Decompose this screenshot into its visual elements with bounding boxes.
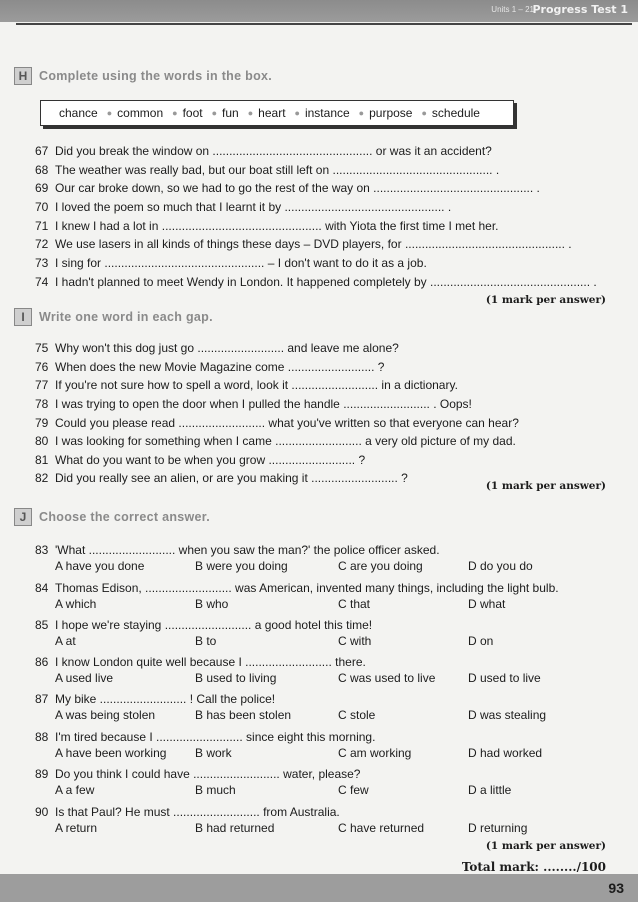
option-c: C few xyxy=(338,783,369,797)
option-d: D returning xyxy=(468,821,528,835)
question-80: 80 I was looking for something when I came .......................... a very old picture of my dad. xyxy=(35,434,516,448)
question-85: 85 I hope we're staying .......................... a good hotel this time! xyxy=(35,618,373,632)
option-a: A at xyxy=(55,634,76,648)
option-a: A have been working xyxy=(55,746,167,760)
option-b: B to xyxy=(195,634,217,648)
word-item: chance xyxy=(59,106,98,120)
option-b: B work xyxy=(195,746,232,760)
question-67: 67 Did you break the window on ................................................ or was it an accident? xyxy=(35,144,492,158)
option-b: B who xyxy=(195,597,229,611)
word-item: heart xyxy=(258,106,286,120)
mark-note: (1 mark per answer) xyxy=(485,480,606,492)
bullet-icon: ● xyxy=(247,108,254,118)
option-b: B had returned xyxy=(195,821,275,835)
option-b: B has been stolen xyxy=(195,708,292,722)
option-d: D had worked xyxy=(468,746,543,760)
option-b: B much xyxy=(195,783,236,797)
page-number: 93 xyxy=(608,880,624,896)
option-d: D a little xyxy=(468,783,512,797)
question-70: 70 I loved the poem so much that I learnt it by ................................................ . xyxy=(35,200,452,214)
total-mark: Total mark: ......../100 xyxy=(461,860,606,874)
section-instruction: Write one word in each gap. xyxy=(39,310,213,324)
option-a: A a few xyxy=(55,783,95,797)
units-label: Units 1 – 21 xyxy=(491,5,534,14)
section-h-heading xyxy=(14,67,272,85)
word-box xyxy=(40,100,514,126)
bullet-icon: ● xyxy=(294,108,300,118)
bullet-icon: ● xyxy=(358,108,365,118)
question-79: 79 Could you please read .......................... what you've written so that everyone can hear? xyxy=(35,416,519,430)
section-letter: H xyxy=(14,67,32,85)
bullet-icon: ● xyxy=(172,108,178,118)
test-title: Progress Test 1 xyxy=(532,3,628,16)
option-c: C stole xyxy=(338,708,376,722)
header-bar xyxy=(0,0,638,22)
word-item: fun xyxy=(222,106,239,120)
word-item: schedule xyxy=(431,106,480,120)
section-instruction: Complete using the words in the box. xyxy=(39,69,273,83)
option-b: B used to living xyxy=(195,671,277,685)
option-d: D on xyxy=(468,634,494,648)
option-b: B were you doing xyxy=(195,559,288,573)
question-74: 74 I hadn't planned to meet Wendy in London. It happened completely by ................................................ . xyxy=(35,275,597,289)
mark-note: (1 mark per answer) xyxy=(485,840,606,852)
word-item: purpose xyxy=(369,106,413,120)
question-82: 82 Did you really see an alien, or are you making it .......................... ? xyxy=(35,471,408,485)
option-a: A used live xyxy=(55,671,114,685)
option-d: D what xyxy=(468,597,506,611)
section-j-heading xyxy=(14,508,210,526)
question-81: 81 What do you want to be when you grow .......................... ? xyxy=(35,453,366,467)
question-73: 73 I sing for ................................................ – I don't want to do it as a job. xyxy=(35,256,427,270)
question-77: 77 If you're not sure how to spell a word, look it .......................... in a dictionary. xyxy=(35,378,458,392)
section-letter: J xyxy=(14,508,32,526)
question-68: 68 The weather was really bad, but our boat still left on ................................................ . xyxy=(35,163,500,177)
option-c: C that xyxy=(338,597,371,611)
bullet-icon: ● xyxy=(421,108,427,118)
section-instruction: Choose the correct answer. xyxy=(39,510,211,524)
question-71: 71 I knew I had a lot in ................................................ with Yiota the first time I met her. xyxy=(35,219,499,233)
section-i-heading xyxy=(14,308,213,326)
option-c: C was used to live xyxy=(338,671,436,685)
option-d: D used to live xyxy=(468,671,541,685)
word-item: common xyxy=(117,106,164,120)
question-75: 75 Why won't this dog just go .......................... and leave me alone? xyxy=(35,341,399,355)
question-90: 90 Is that Paul? He must .......................... from Australia. xyxy=(35,805,340,819)
option-c: C with xyxy=(338,634,372,648)
question-89: 89 Do you think I could have .......................... water, please? xyxy=(35,767,361,781)
footer-bar xyxy=(0,874,638,902)
option-d: D was stealing xyxy=(468,708,547,722)
bullet-icon: ● xyxy=(106,108,113,118)
option-c: C am working xyxy=(338,746,412,760)
question-69: 69 Our car broke down, so we had to go the rest of the way on ................................................ . xyxy=(35,181,540,195)
header-rule xyxy=(16,23,632,25)
question-76: 76 When does the new Movie Magazine come .......................... ? xyxy=(35,360,385,374)
bullet-icon: ● xyxy=(211,108,218,118)
question-84: 84 Thomas Edison, .......................... was American, invented many things, including the light bulb. xyxy=(35,581,559,595)
option-a: A which xyxy=(55,597,97,611)
question-72: 72 We use lasers in all kinds of things these days – DVD players, for ................................................ . xyxy=(35,237,572,251)
mark-note: (1 mark per answer) xyxy=(485,294,606,306)
question-78: 78 I was trying to open the door when I pulled the handle .......................... . Oops! xyxy=(35,397,472,411)
question-87: 87 My bike .......................... ! Call the police! xyxy=(35,692,276,706)
option-c: C are you doing xyxy=(338,559,423,573)
option-a: A return xyxy=(55,821,98,835)
section-letter: I xyxy=(14,308,32,326)
question-83: 83 'What .......................... when you saw the man?' the police officer asked. xyxy=(35,543,440,557)
option-d: D do you do xyxy=(468,559,533,573)
question-88: 88 I'm tired because I .......................... since eight this morning. xyxy=(35,730,376,744)
question-86: 86 I know London quite well because I .......................... there. xyxy=(35,655,366,669)
word-item: foot xyxy=(182,106,203,120)
option-c: C have returned xyxy=(338,821,425,835)
option-a: A was being stolen xyxy=(55,708,156,722)
word-item: instance xyxy=(304,106,350,120)
option-a: A have you done xyxy=(55,559,145,573)
